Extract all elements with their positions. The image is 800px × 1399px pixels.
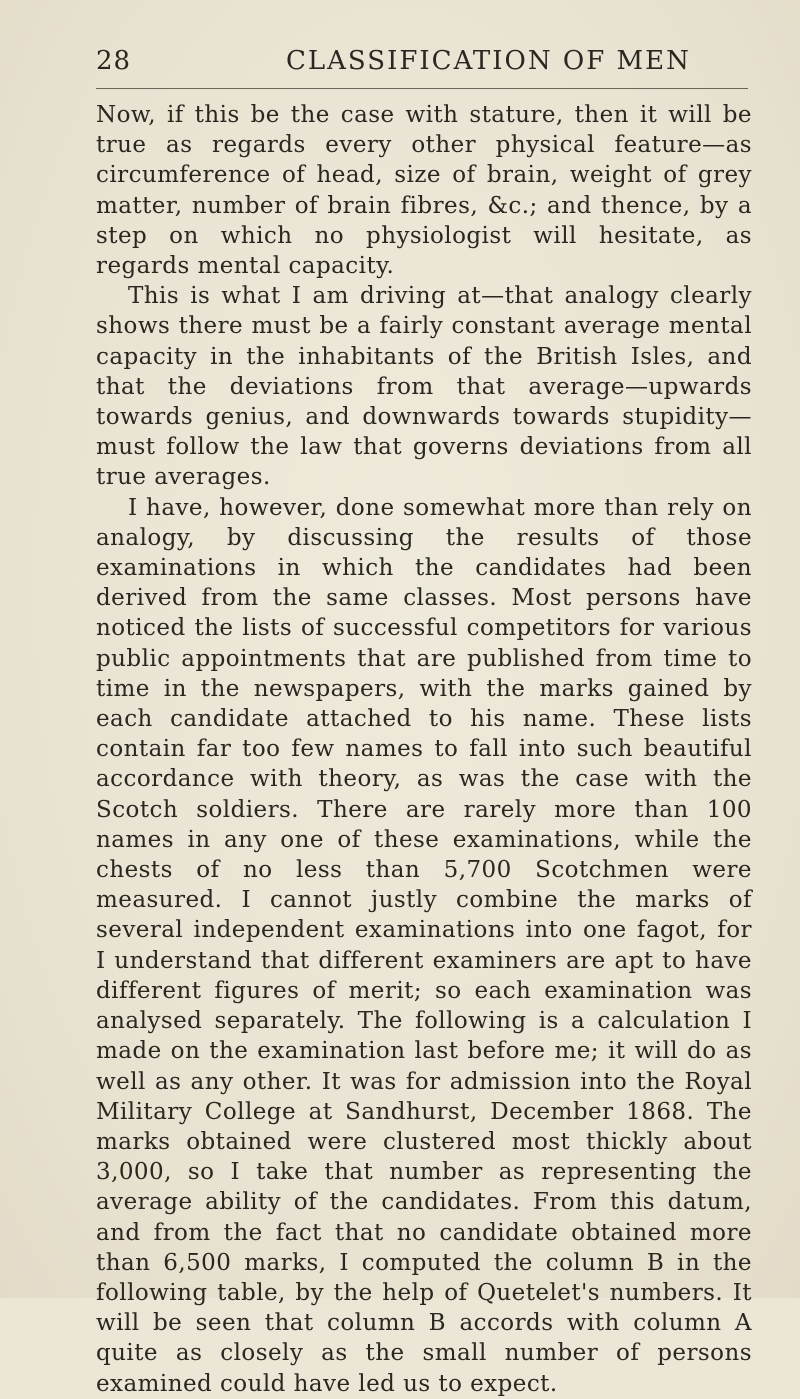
body-text — [96, 100, 752, 1399]
page-number: 28 — [96, 46, 132, 76]
paragraph-examinations: I have, however, done somewhat more than rely on analogy, by discussing the results of those examinations in which the candidates had been derived from the same classes. Most persons have noticed the lists of successful competitors for various public appointments that are published from time to time in the newspapers, with the marks gained by each candidate attached to his name. These lists contain far too few names to fall into such beautiful accordance with theory, as was the case with the Scotch soldiers. There are rarely more than 100 names in any one of these examinations, while the chests of no less than 5,700 Scotchmen were measured. I cannot justly combine the marks of several independent examinations into one fagot, for I understand that different examiners are apt to have different figures of merit; so each examination was analysed separately. The following is a calculation I made on the examination last before me; it will do as well as any other. It was for admission into the Royal Military College at Sandhurst, December 1868. The marks obtained were clustered most thickly about 3,000, so I take that number as representing the average ability of the candidates. From this datum, and from the fact that no candidate obtained more than 6,500 marks, I computed the column B in the following table, by the help of Quetelet's numbers. It will be seen that column B accords with column A quite as closely as the small number of persons examined could have led us to expect. — [96, 494, 752, 1397]
header-rule — [96, 88, 748, 89]
running-head — [96, 46, 748, 86]
paragraph-analogy: This is what I am driving at—that analogy clearly shows there must be a fairly constant average mental capacity in the inhabitants of the British Isles, and that the deviations from that average—upwards towards genius, and downwards towards stupidity—must follow the law that governs deviations from all true averages. — [96, 283, 752, 491]
running-title: CLASSIFICATION OF MEN — [286, 46, 691, 76]
paragraph-stature: Now, if this be the case with stature, then it will be true as regards every other physical feature—as circumference of head, size of brain, weight of grey matter, number of brain fibres, &c.; and thence, by a step on which no physiologist will hesitate, as regards mental capacity. — [96, 102, 752, 280]
